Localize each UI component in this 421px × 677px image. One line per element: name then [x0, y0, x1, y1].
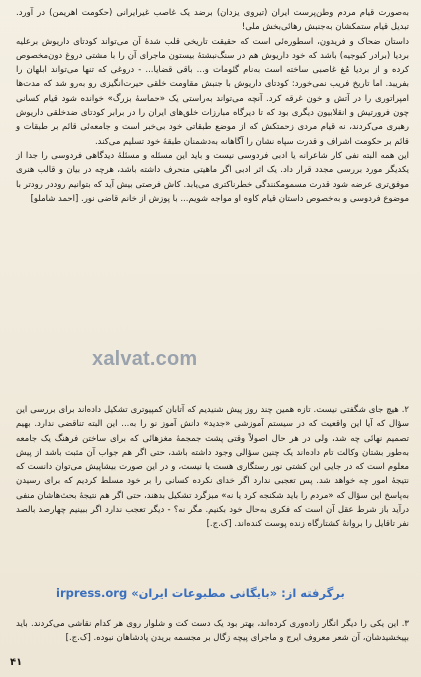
section-3-text: ۳. این یکی را دیگر انگار زاده‌وری کرده‌اند، بهتر بود یک دست کت و شلوار روی هر کدام نقاشی می‌کردند. باید بپیخشیدشان، آن شعر معروف ایرج و ماجرای پیچه زگال بر مجسمه بریدن پادشاهان نبوده. [ک.ج.] — [16, 619, 409, 644]
section-2 — [16, 403, 409, 532]
page-number: ۴۱ — [10, 657, 23, 668]
paragraph-2: داستان ضحاک و فریدون، اسطوره‌ئی است که حقیقت تاریخی قلب شدهٔ آن می‌تواند کودتای داریوش برعلیه بردیا (برادر کبوجیه) باشد که خود داریوش هم در سنگ‌نبشتهٔ بیستون ماجرای آن را با مشتی دروغ دون‌مخصوص کرده و از بردیا مُغ غاصبی ساخته است به‌نام گئومات و... باقی قضایا... - دروغی که تنها می‌تواند ابلهان را بفریبد. اما تاریخ فریب نمی‌خورد: کودتای داریوش با جنبش مقاومت خلقی حیرت‌انگیزی رو به‌رو شد که مدت‌ها امپراتوری را در آتش و خون غرقه کرد. آنچه می‌تواند به‌راستی یک «حماسهٔ بزرگ» خوانده شود قیام کسانی چون فرورتیش و انقلابیون دیگری بود که تا دیرگاه مبارزات خلق‌های ایران را در برابر کودتای ضدخلقی داریوش رهبری می‌کردند، نه قیام مردی زحمتکش که از موضع طبقاتی خود بی‌خبر است و جامعه‌ئی قائم بر طبقات و قائم بر حکومت اشراف و قدرت سپاه نشان را آگاهانه به‌دشمنان طبقهٔ خود تسلیم می‌کند. — [16, 36, 409, 147]
section-2-text: ۲. هیچ جای شگفتی نیست. تازه همین چند روز پیش شنیدیم که آتابان کمپیوتری تشکیل داده‌اند برای بررسی این سؤال که آیا این واقعیت که در سیستم آموزشی «جدید» دانش آموز نو را به... این البته تناقضی ندارد. بهیم تصمیم نهائی چه شد، ولی در هر حال اصولاً وقتی پشت جمجمهٔ مغزهائی که برای ساختن فرهنگ یک جامعه به‌طور بشتان وکالت تام داده‌اند یک چنین سؤالی وجود داشته باشد، حتی اگر هم جواب آن مثبت باشد از پیش معلوم است که در جایی این کشتی نور رستگاری هست یا نیست، و در این صورت بیشاپیش می‌توان دانست که نتیجهٔ امور چه خواهد شد. پس تعجبی ندارد اگر خدای نکرده کسانی را بر خود مسلط کردیم که برای رسیدن به‌پاسخ این سؤال که «مردم را باید شکنجه کرد یا نه» مبزگرد تشکیل بدهند، حتی اگر هم نتیجهٔ بحث‌ها‌شان منفی درآید باز شرط عقل آن است که فکری به‌حال خود بکنیم. مگر نه؟ - دیگر تعجب ندارد اگر ببینیم چهارصد بالصد نفر تاقایل را بروانهٔ کشتارگاه زنده پوست کنده‌اند. [ک.ج.] — [16, 405, 409, 530]
watermark-text: xalvat.com — [92, 348, 198, 370]
paragraph-1: به‌صورت قیام مردم وطن‌پرست ایران (تیروی یزدان) برضد یک غاصب غیرایرانی (حکومت اهریمن) در آورد. تبدیل قیام ستمکشان به‌جنبش رهائی‌بخش ملی! — [16, 8, 409, 33]
section-3 — [16, 617, 409, 646]
paragraph-3: این همه البته نفی کار شاعرانه یا ادبی فردوسی نیست و باید این مسئله و مسئلهٔ دیدگاهی فردوسی را جدا از یکدیگر مورد بررسی مجدد قرار داد. یک اثر ادبی اگر ماهیتی منحرف داشته باشد، هرچه در بیان و قالب هنری موفق‌تری عرضه شود قدرت مسمومکنندگی خطرناکتری می‌یابد. کاش فرصتی بیش آید که بتوانیم روددر رودتر با موضوع فردوسی و به‌خصوص داستان قیام کاوه او مواجه شویم... با پوزش از خانم قاضی نور. [احمد شاملو] — [16, 150, 409, 204]
section-1 — [16, 6, 409, 206]
source-credit: برگرفته از: «بایگانی مطبوعات ایران» irpress.org — [56, 586, 345, 600]
